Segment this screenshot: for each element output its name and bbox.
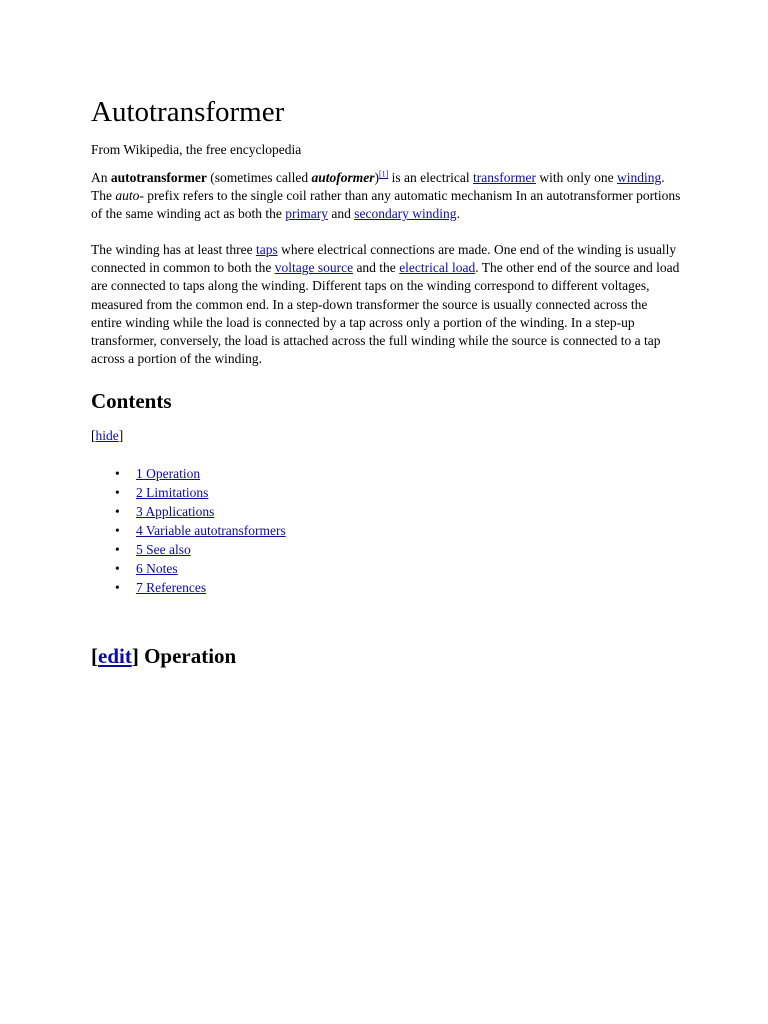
toc-link-see-also[interactable]: 5 See also (136, 541, 191, 557)
toc-item (115, 578, 681, 597)
bold-term-autotransformer: autotransformer (110, 170, 207, 185)
bracket-open: [ (91, 427, 96, 443)
bullet: • (115, 465, 120, 481)
link-secondary-winding[interactable]: secondary winding (354, 206, 457, 222)
toc-link-variable-autotransformers[interactable]: 4 Variable autotransformers (136, 522, 286, 538)
bullet: • (115, 541, 120, 557)
text-run: . The other end of the source and load are connected to taps along the winding. Different taps on the winding correspond to different voltages, measured from the common end. In a step-down transformer the source is usually connected across the entire winding while the load is connected by a tap across only a portion of the winding. In a step-up transformer, conversely, the load is attached across the full winding while the source is connected to a tap across a portion of the winding. (91, 260, 680, 366)
link-voltage-source[interactable]: voltage source (274, 260, 354, 276)
intro-paragraph (91, 169, 681, 223)
italic-auto: auto (115, 188, 140, 204)
page-title: Autotransformer (91, 96, 285, 128)
text-run: and the (353, 260, 400, 276)
toc-item (115, 521, 681, 540)
toc-link-notes[interactable]: 6 Notes (136, 560, 178, 576)
bracket-close: ] (131, 643, 139, 668)
article-page (91, 94, 681, 669)
toc-item (115, 559, 681, 578)
toc-link-operation[interactable]: 1 Operation (136, 465, 201, 481)
link-winding[interactable]: winding (617, 170, 662, 185)
bracket-open: [ (91, 643, 98, 668)
section-heading-operation (91, 643, 681, 669)
table-of-contents (91, 464, 681, 597)
site-subtitle: From Wikipedia, the free encyclopedia (91, 142, 302, 157)
text-run: where electrical connections are made. One end of the winding is usually connected in common to both the (91, 242, 677, 276)
bracket-close: ] (118, 427, 124, 443)
toc-item (115, 464, 681, 483)
toc-link-limitations[interactable]: 2 Limitations (136, 484, 209, 500)
text-run: ) (374, 170, 379, 185)
text-run: is an electrical (388, 170, 474, 185)
link-taps[interactable]: taps (255, 242, 278, 258)
bullet: • (115, 503, 120, 519)
contents-heading: Contents (91, 388, 172, 413)
bullet: • (115, 579, 120, 595)
link-primary[interactable]: primary (285, 206, 328, 222)
toc-item (115, 483, 681, 502)
toc-toggle (91, 427, 681, 445)
bold-italic-term-autoformer: autoformer (311, 170, 375, 185)
hide-toc-link[interactable]: hide (95, 427, 119, 443)
edit-section-link[interactable]: edit (98, 643, 132, 668)
toc-link-references[interactable]: 7 References (136, 579, 207, 595)
text-run: . (456, 206, 460, 222)
bullet: • (115, 484, 120, 500)
toc-item (115, 502, 681, 521)
text-run: The winding has at least three (91, 242, 256, 258)
link-transformer[interactable]: transformer (473, 170, 536, 185)
text-run: with only one (536, 170, 617, 185)
toc-link-applications[interactable]: 3 Applications (136, 503, 215, 519)
reference-link-1[interactable]: [1] (378, 169, 389, 179)
text-run: - prefix refers to the single coil rather than any automatic mechanism In an autotransformer portions of the same winding act as both the (91, 188, 681, 222)
text-run: An (91, 170, 111, 185)
link-electrical-load[interactable]: electrical load (399, 260, 476, 276)
winding-paragraph (91, 241, 681, 368)
text-run: (sometimes called (206, 170, 312, 185)
text-run: and (327, 206, 355, 222)
section-title: Operation (138, 643, 237, 668)
bullet: • (115, 560, 120, 576)
text-run: . The (91, 170, 665, 204)
bullet: • (115, 522, 120, 538)
toc-item (115, 540, 681, 559)
